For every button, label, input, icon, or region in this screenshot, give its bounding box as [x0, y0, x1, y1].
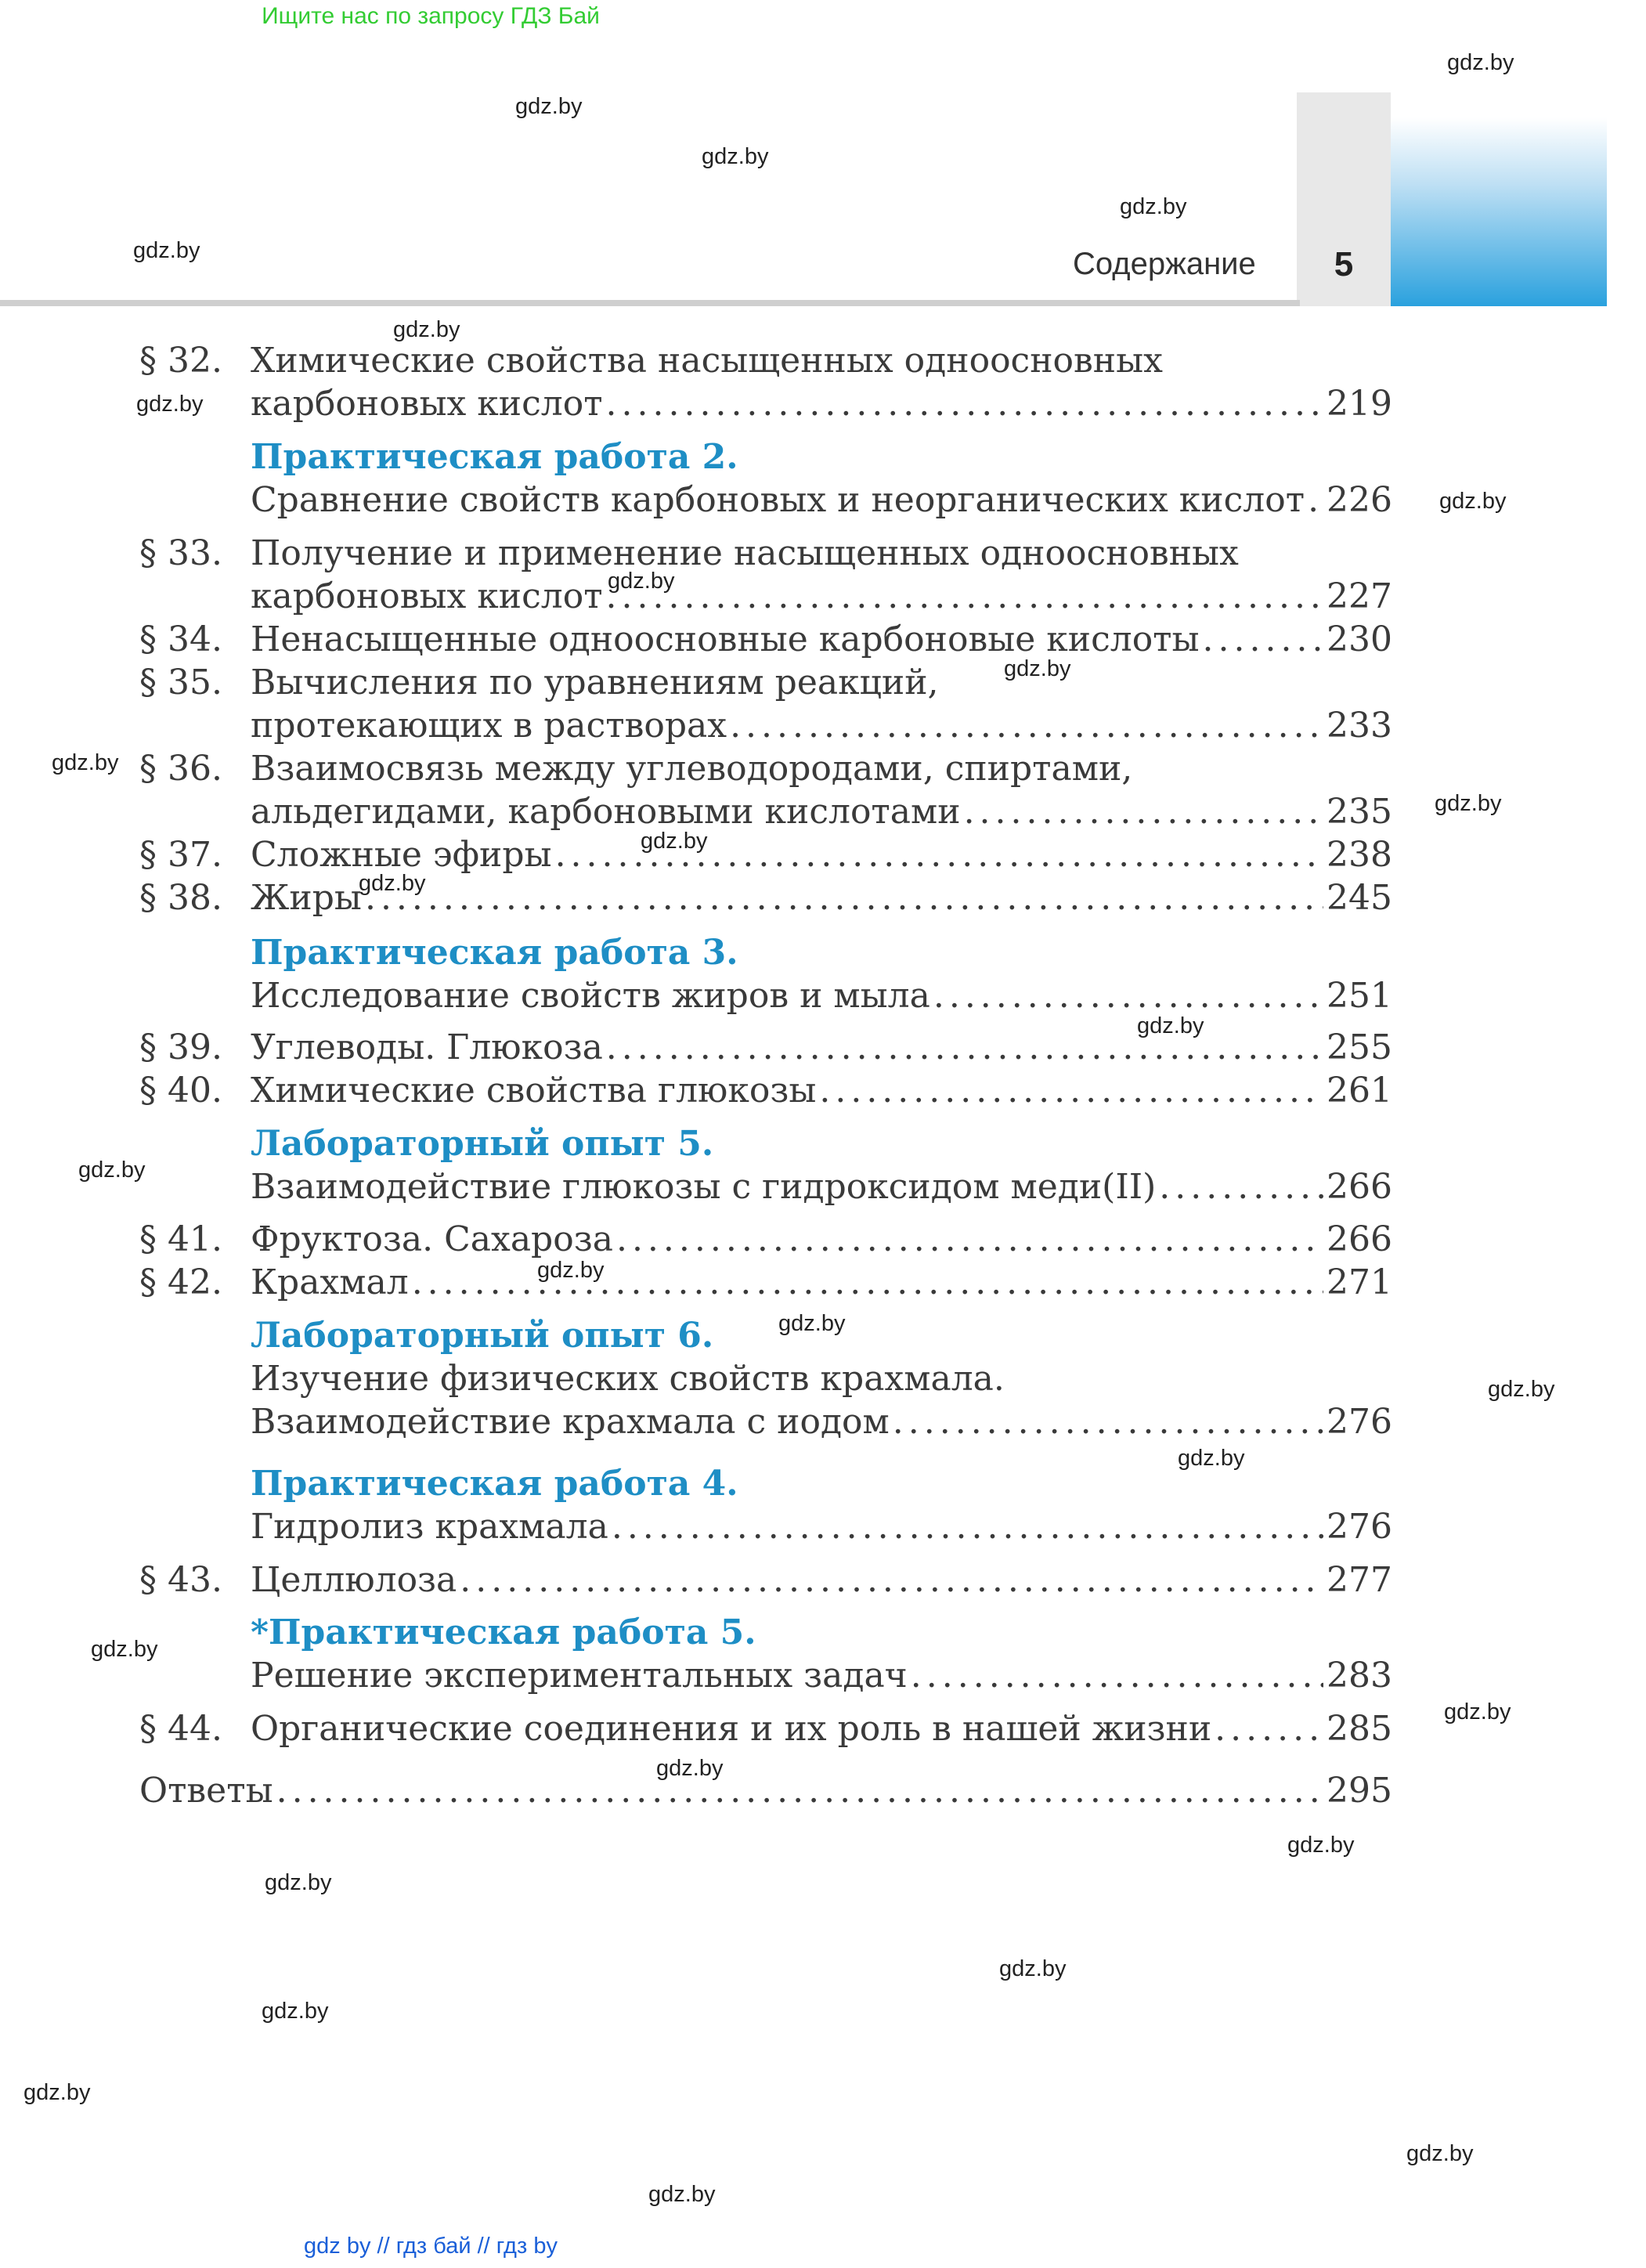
toc-title: Углеводы. Глюкоза [251, 1027, 603, 1067]
toc-entry-38[interactable] [139, 876, 1392, 920]
toc-number: § 40. [139, 1071, 222, 1111]
toc-title: Целлюлоза [251, 1560, 457, 1600]
toc-page: 245 [1327, 878, 1392, 918]
toc-entry-practical-2[interactable] [139, 479, 1392, 522]
toc-title: Химические свойства насыщенных одноосновных [251, 341, 1163, 381]
watermark: gdz.by [78, 1157, 146, 1183]
footer-links[interactable]: gdz by // гдз бай // гдз by [304, 2234, 558, 2259]
watermark: gdz.by [648, 2182, 716, 2207]
toc-heading-practical-3[interactable]: Практическая работа 3. [251, 933, 738, 973]
toc-page: 235 [1327, 792, 1392, 832]
toc-entry-32[interactable] [139, 339, 1392, 383]
watermark: gdz.by [1488, 1377, 1555, 1402]
toc-page: 283 [1327, 1656, 1392, 1696]
toc-entry-36-cont[interactable] [139, 790, 1392, 834]
toc-page: 261 [1327, 1071, 1392, 1111]
watermark: gdz.by [1137, 1013, 1204, 1038]
toc-entry-41[interactable] [139, 1218, 1392, 1262]
toc-number: § 33. [139, 533, 222, 573]
watermark: gdz.by [136, 392, 204, 417]
toc-number: § 32. [139, 341, 222, 381]
toc-page: 295 [1327, 1771, 1392, 1811]
toc-title: альдегидами, карбоновыми кислотами [251, 792, 961, 832]
toc-heading-lab-6[interactable]: Лабораторный опыт 6. [251, 1316, 714, 1356]
promo-banner: Ищите нас по запросу ГДЗ Бай [262, 3, 600, 29]
toc-entry-answers[interactable] [139, 1769, 1392, 1813]
toc-page: 251 [1327, 976, 1392, 1016]
toc-number: § 35. [139, 663, 222, 702]
watermark: gdz.by [91, 1637, 158, 1662]
toc-entry-33[interactable] [139, 532, 1392, 576]
page-number: 5 [1334, 245, 1354, 284]
toc-page: 266 [1327, 1219, 1392, 1259]
toc-title: Решение экспериментальных задач [251, 1656, 908, 1696]
toc-entry-lab-6[interactable] [139, 1400, 1392, 1444]
toc-page: 276 [1327, 1402, 1392, 1442]
toc-title: Вычисления по уравнениям реакций, [251, 663, 939, 702]
watermark: gdz.by [23, 2080, 91, 2105]
toc-number: § 36. [139, 749, 222, 789]
toc-number: § 39. [139, 1027, 222, 1067]
toc-title: протекающих в растворах [251, 706, 727, 746]
toc-entry-36[interactable] [139, 747, 1392, 791]
toc-entry-32-cont[interactable] [139, 382, 1392, 426]
toc-heading-lab-5[interactable]: Лабораторный опыт 5. [251, 1124, 714, 1164]
toc-title: Фруктоза. Сахароза [251, 1219, 613, 1259]
toc-title: Получение и применение насыщенных одноосновных [251, 533, 1239, 573]
toc-entry-practical-5[interactable] [139, 1654, 1392, 1698]
header-divider [0, 300, 1300, 306]
toc-entry-37[interactable] [139, 833, 1392, 877]
toc-heading-practical-5[interactable]: *Практическая работа 5. [251, 1613, 756, 1652]
watermark: gdz.by [537, 1258, 605, 1283]
watermark: gdz.by [656, 1756, 724, 1781]
toc-entry-practical-4[interactable] [139, 1505, 1392, 1549]
toc-title: Исследование свойств жиров и мыла [251, 976, 930, 1016]
toc-title: Органические соединения и их роль в нашей жизни [251, 1709, 1212, 1749]
watermark: gdz.by [359, 871, 426, 896]
header-gradient [1391, 117, 1607, 306]
toc-title: Ненасыщенные одноосновные карбоновые кислоты [251, 619, 1200, 659]
watermark: gdz.by [702, 144, 769, 169]
toc-title: Жиры [251, 878, 362, 918]
toc-entry-39[interactable] [139, 1026, 1392, 1070]
watermark: gdz.by [1287, 1833, 1355, 1858]
toc-title: Взаимодействие глюкозы с гидроксидом меди(II) [251, 1167, 1157, 1207]
toc-number: § 41. [139, 1219, 222, 1259]
toc-entry-43[interactable] [139, 1558, 1392, 1602]
toc-page: 255 [1327, 1027, 1392, 1067]
toc-entry-33-cont[interactable] [139, 575, 1392, 619]
toc-title: Сложные эфиры [251, 835, 552, 875]
toc-page: 276 [1327, 1507, 1392, 1547]
toc-title: карбоновых кислот [251, 384, 603, 424]
toc-entry-40[interactable] [139, 1069, 1392, 1113]
toc-number: § 38. [139, 878, 222, 918]
toc-page: 238 [1327, 835, 1392, 875]
toc-entry-34[interactable] [139, 618, 1392, 662]
toc-number: § 44. [139, 1709, 222, 1749]
toc-entry-42[interactable] [139, 1261, 1392, 1305]
toc-title: Взаимосвязь между углеводородами, спиртами, [251, 749, 1133, 789]
watermark: gdz.by [1435, 791, 1502, 816]
section-title: Содержание [1073, 247, 1256, 281]
toc-page: 227 [1327, 576, 1392, 616]
toc-page: 230 [1327, 619, 1392, 659]
watermark: gdz.by [999, 1956, 1067, 1981]
toc-entry-lab-5[interactable] [139, 1165, 1392, 1209]
watermark: gdz.by [1444, 1699, 1511, 1724]
watermark: gdz.by [265, 1870, 332, 1895]
toc-entry-practical-3[interactable] [139, 974, 1392, 1018]
toc-entry-35[interactable] [139, 661, 1392, 705]
toc-heading-practical-4[interactable]: Практическая работа 4. [251, 1464, 738, 1504]
watermark: gdz.by [1447, 50, 1514, 75]
toc-page: 219 [1327, 384, 1392, 424]
toc-number: § 42. [139, 1262, 222, 1302]
toc-entry-44[interactable] [139, 1707, 1392, 1751]
toc-page: 285 [1327, 1709, 1392, 1749]
toc-title: Крахмал [251, 1262, 409, 1302]
watermark: gdz.by [262, 1999, 329, 2024]
toc-title: Гидролиз крахмала [251, 1507, 608, 1547]
watermark: gdz.by [641, 829, 708, 854]
watermark: gdz.by [1004, 656, 1071, 681]
watermark: gdz.by [1120, 194, 1187, 219]
toc-page: 277 [1327, 1560, 1392, 1600]
toc-title: Взаимодействие крахмала с иодом [251, 1402, 890, 1442]
toc-page: 233 [1327, 706, 1392, 746]
watermark: gdz.by [1439, 489, 1507, 514]
toc-heading-practical-2[interactable]: Практическая работа 2. [251, 437, 738, 477]
toc-page: 266 [1327, 1167, 1392, 1207]
watermark: gdz.by [778, 1311, 846, 1336]
watermark: gdz.by [52, 750, 119, 775]
toc-title: карбоновых кислот [251, 576, 603, 616]
toc-page: 226 [1327, 480, 1392, 520]
watermark: gdz.by [1178, 1446, 1245, 1471]
watermark: gdz.by [133, 238, 200, 263]
toc-number: § 43. [139, 1560, 222, 1600]
toc-title: Ответы [139, 1771, 273, 1811]
toc-entry-35-cont[interactable] [139, 704, 1392, 748]
toc-title: Изучение физических свойств крахмала. [251, 1359, 1005, 1399]
toc-title: Сравнение свойств карбоновых и неорганических кислот [251, 480, 1305, 520]
toc-number: § 37. [139, 835, 222, 875]
watermark: gdz.by [1406, 2141, 1474, 2166]
watermark: gdz.by [393, 317, 460, 342]
toc-number: § 34. [139, 619, 222, 659]
watermark: gdz.by [608, 569, 675, 594]
watermark: gdz.by [515, 94, 583, 119]
toc-title: Химические свойства глюкозы [251, 1071, 817, 1111]
toc-page: 271 [1327, 1262, 1392, 1302]
